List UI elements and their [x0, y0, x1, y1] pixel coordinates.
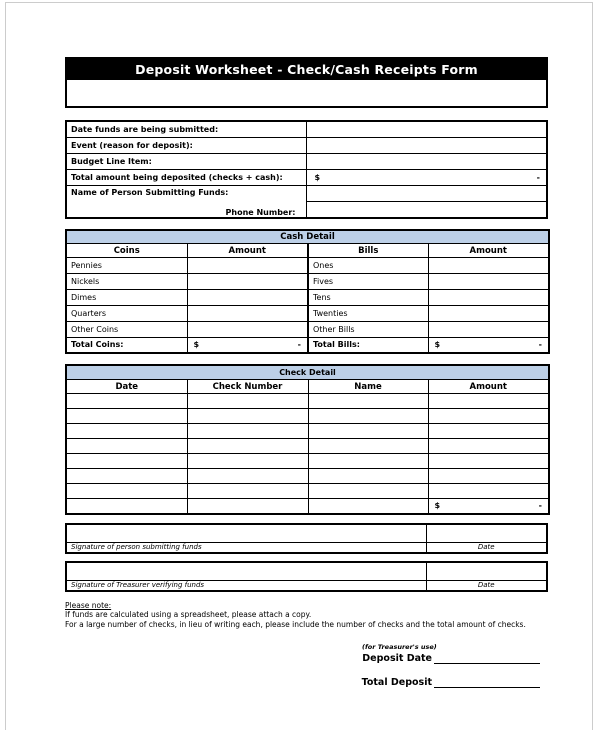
currency-symbol: $: [434, 501, 441, 511]
notes-heading: Please note:: [65, 600, 112, 610]
phone-number-label: Phone Number:: [225, 207, 296, 217]
table-row: [66, 322, 549, 338]
table-row: [66, 484, 549, 499]
total-bills-value: [428, 338, 549, 353]
total-deposit-input[interactable]: [306, 169, 547, 185]
total-bills-label: Total Bills:: [308, 338, 428, 353]
coin-row-label: Other Coins: [66, 322, 187, 338]
deposit-date-input[interactable]: [434, 654, 540, 664]
table-row: [66, 424, 549, 439]
submitter-name-label: Name of Person Submitting Funds:: [71, 187, 229, 197]
bills-header: Bills: [308, 244, 428, 258]
submitter-date-input[interactable]: [426, 524, 547, 543]
check-number-input[interactable]: [187, 469, 308, 484]
total-deposit-label: Total Deposit: [361, 677, 432, 689]
check-name-input[interactable]: [308, 409, 428, 424]
check-number-input[interactable]: [187, 499, 308, 514]
coin-row-label: Nickels: [66, 274, 187, 290]
coin-amount-input[interactable]: [187, 306, 308, 322]
table-row: [66, 365, 549, 380]
check-name-input[interactable]: [308, 469, 428, 484]
check-name-input[interactable]: [308, 499, 428, 514]
notes-section: [65, 601, 548, 631]
table-row: [66, 244, 549, 258]
check-number-input[interactable]: [187, 409, 308, 424]
bill-amount-input[interactable]: [428, 258, 549, 274]
form-document: [65, 57, 548, 688]
cash-detail-table: [65, 229, 550, 354]
table-row: [66, 562, 547, 581]
check-amount-input[interactable]: [428, 409, 549, 424]
table-row: [66, 394, 549, 409]
date-label: Date: [426, 543, 547, 553]
check-name-input[interactable]: [308, 424, 428, 439]
date-label: Date: [426, 581, 547, 591]
check-amount-input[interactable]: [428, 454, 549, 469]
bill-row-label: Twenties: [308, 306, 428, 322]
bills-amount-header: Amount: [428, 244, 549, 258]
check-name-header: Name: [308, 380, 428, 394]
table-row: [66, 338, 549, 353]
table-row: [66, 274, 549, 290]
amount-placeholder: -: [538, 501, 542, 511]
table-row: [66, 169, 547, 185]
note-line: For a large number of checks, in lieu of writing each, please include the number of checks and the total amount of checks.: [65, 620, 526, 630]
check-number-input[interactable]: [187, 484, 308, 499]
check-detail-banner: Check Detail: [66, 365, 549, 380]
table-row: [66, 524, 547, 543]
submitter-signature-label: Signature of person submitting funds: [66, 543, 426, 553]
coin-amount-input[interactable]: [187, 274, 308, 290]
check-amount-input[interactable]: [428, 469, 549, 484]
treasurer-use-note: (for Treasurer's use): [362, 643, 437, 652]
note-line: If funds are calculated using a spreadsheet, please attach a copy.: [65, 610, 312, 620]
table-row: [66, 543, 547, 553]
total-deposit-input[interactable]: [434, 678, 540, 688]
page-title: Deposit Worksheet - Check/Cash Receipts Form: [67, 59, 546, 80]
check-date-input[interactable]: [66, 409, 187, 424]
cash-detail-banner: Cash Detail: [66, 230, 549, 244]
bill-row-label: Fives: [308, 274, 428, 290]
amount-placeholder: -: [536, 172, 540, 182]
deposit-date-line: [65, 653, 540, 664]
check-number-input[interactable]: [187, 394, 308, 409]
table-row: [66, 581, 547, 591]
treasurer-date-input[interactable]: [426, 562, 547, 581]
check-amount-input[interactable]: [428, 484, 549, 499]
total-coins-value: [187, 338, 308, 353]
check-amount-total: [428, 499, 549, 514]
title-block: [65, 57, 548, 108]
table-row: [66, 121, 547, 137]
check-date-header: Date: [66, 380, 187, 394]
check-name-input[interactable]: [308, 484, 428, 499]
check-name-input[interactable]: [308, 439, 428, 454]
name-phone-label-cell: [66, 185, 306, 218]
deposit-date-label: Deposit Date: [362, 653, 432, 665]
check-name-input[interactable]: [308, 454, 428, 469]
currency-symbol: $: [434, 340, 441, 350]
bill-row-label: Ones: [308, 258, 428, 274]
amount-placeholder: -: [297, 340, 301, 350]
check-amount-input[interactable]: [428, 424, 549, 439]
table-row: [66, 258, 549, 274]
check-date-input[interactable]: [66, 439, 187, 454]
check-detail-table: [65, 364, 550, 515]
check-name-input[interactable]: [308, 394, 428, 409]
bill-amount-input[interactable]: [428, 322, 549, 338]
coin-amount-input[interactable]: [187, 322, 308, 338]
submitter-signature-box: [65, 523, 548, 554]
coin-row-label: Pennies: [66, 258, 187, 274]
treasurer-signature-input[interactable]: [66, 562, 426, 581]
table-row: [66, 439, 549, 454]
budget-line-input[interactable]: [306, 153, 547, 169]
coin-row-label: Dimes: [66, 290, 187, 306]
check-date-input[interactable]: [66, 469, 187, 484]
info-form-table: [65, 120, 548, 219]
treasurer-use-section: [65, 643, 540, 688]
coin-amount-input[interactable]: [187, 258, 308, 274]
table-row: [66, 380, 549, 394]
table-row: [66, 409, 549, 424]
check-number-input[interactable]: [187, 424, 308, 439]
coin-row-label: Quarters: [66, 306, 187, 322]
check-amount-header: Amount: [428, 380, 549, 394]
bill-amount-input[interactable]: [428, 290, 549, 306]
treasurer-signature-label: Signature of Treasurer verifying funds: [66, 581, 426, 591]
table-row: [66, 499, 549, 514]
bill-amount-input[interactable]: [428, 274, 549, 290]
currency-symbol: $: [314, 172, 321, 182]
submitter-signature-input[interactable]: [66, 524, 426, 543]
coin-amount-input[interactable]: [187, 290, 308, 306]
treasurer-signature-box: [65, 561, 548, 592]
table-row: [66, 153, 547, 169]
check-date-input[interactable]: [66, 499, 187, 514]
submitter-name-input[interactable]: [306, 185, 547, 201]
check-date-input[interactable]: [66, 424, 187, 439]
check-number-input[interactable]: [187, 439, 308, 454]
date-submitted-input[interactable]: [306, 121, 547, 137]
check-amount-input[interactable]: [428, 394, 549, 409]
table-row: [66, 454, 549, 469]
phone-number-input[interactable]: [306, 201, 547, 217]
currency-symbol: $: [193, 340, 200, 350]
coins-amount-header: Amount: [187, 244, 308, 258]
bill-amount-input[interactable]: [428, 306, 549, 322]
date-submitted-label: Date funds are being submitted:: [66, 121, 306, 137]
table-row: [66, 137, 547, 153]
check-amount-input[interactable]: [428, 439, 549, 454]
table-row: [66, 469, 549, 484]
check-date-input[interactable]: [66, 394, 187, 409]
bill-row-label: Other Bills: [308, 322, 428, 338]
total-deposit-line: [65, 677, 540, 688]
check-date-input[interactable]: [66, 484, 187, 499]
total-deposit-label: Total amount being deposited (checks + cash):: [66, 169, 306, 185]
event-label: Event (reason for deposit):: [66, 137, 306, 153]
table-row: [66, 306, 549, 322]
check-date-input[interactable]: [66, 454, 187, 469]
budget-line-label: Budget Line Item:: [66, 153, 306, 169]
event-input[interactable]: [306, 137, 547, 153]
table-row: [66, 290, 549, 306]
total-coins-label: Total Coins:: [66, 338, 187, 353]
check-number-header: Check Number: [187, 380, 308, 394]
amount-placeholder: -: [538, 340, 542, 350]
coins-header: Coins: [66, 244, 187, 258]
table-row: [66, 230, 549, 244]
table-row: [66, 185, 547, 201]
check-number-input[interactable]: [187, 454, 308, 469]
title-blank-space[interactable]: [67, 80, 546, 106]
bill-row-label: Tens: [308, 290, 428, 306]
